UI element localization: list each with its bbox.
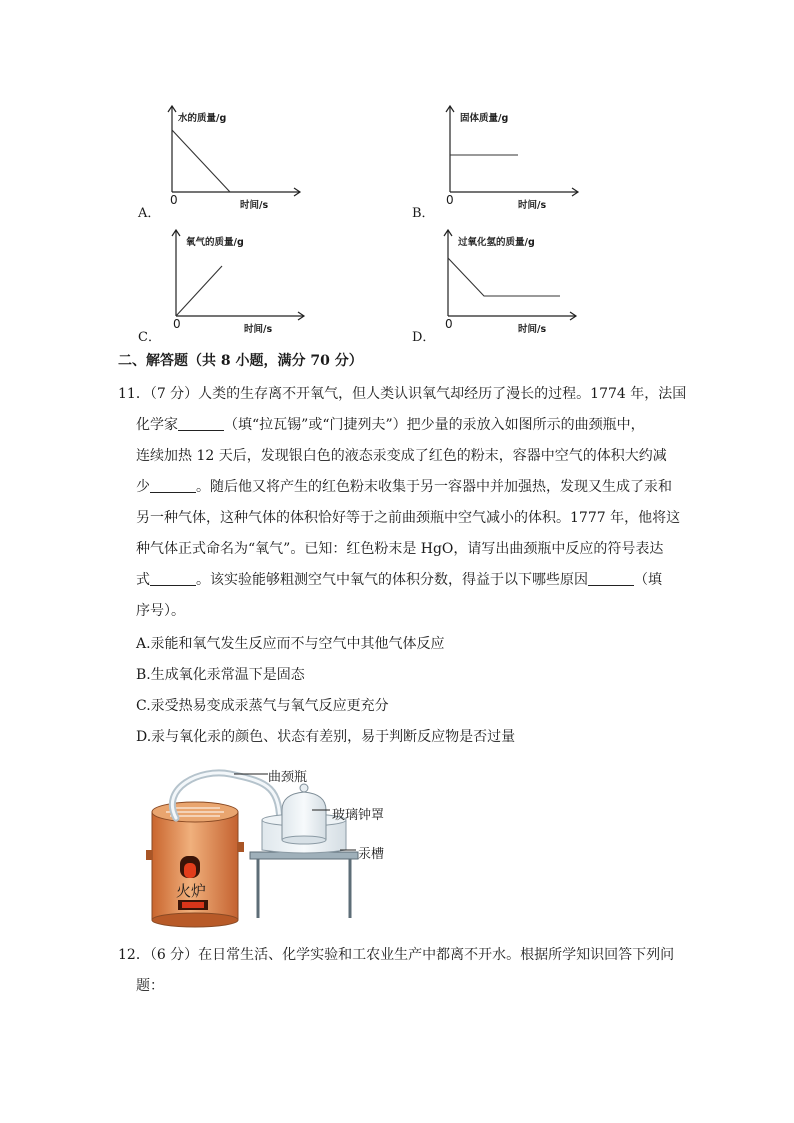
q11-text: 。该实验能够粗测空气中氧气的体积分数，得益于以下哪些原因: [196, 572, 588, 588]
y-axis-label: 固体质量/g: [460, 113, 509, 124]
q11-text: 式: [136, 572, 150, 588]
data-line: [176, 266, 222, 316]
q11-line1: 11．（7 分）人类的生存离不开氧气，但人类认识氧气却经历了漫长的过程。1774 年，法国: [118, 386, 687, 402]
bell-jar-label: 玻璃钟罩: [332, 808, 385, 823]
q11-text: 。随后他又将产生的红色粉末收集于另一容器中并加强热，发现又生成了汞和: [196, 479, 672, 495]
data-line: [448, 258, 560, 296]
origin-label: 0: [173, 317, 181, 331]
origin-label: 0: [445, 317, 453, 331]
q11-line4: [136, 477, 672, 497]
option-d: D.汞与氧化汞的颜色、状态有差别，易于判断反应物是否过量: [136, 729, 516, 745]
q11-text: （填“拉瓦锡”或“门捷列夫”）把少量的汞放入如图所示的曲颈瓶中，: [224, 417, 645, 433]
q11-line6: 种气体正式命名为“氧气”。已知：红色粉末是 HgO，请写出曲颈瓶中反应的符号表达: [136, 541, 664, 557]
q11-line5: 另一种气体，这种气体的体积恰好等于之前曲颈瓶中空气减小的体积。1777 年，他将这: [136, 510, 681, 526]
x-axis-label: 时间/s: [240, 200, 269, 211]
q11-text: 化学家: [136, 417, 178, 433]
y-axis-label: 过氧化氢的质量/g: [458, 237, 535, 248]
q11-line2: [136, 415, 645, 435]
option-letter: B．: [412, 206, 435, 221]
q11-line3: 连续加热 12 天后，发现银白色的液态汞变成了红色的粉末，容器中空气的体积大约减: [136, 448, 667, 464]
answer-blank[interactable]: [178, 416, 224, 431]
y-axis-label: 水的质量/g: [178, 113, 227, 124]
option-letter: A．: [138, 206, 161, 221]
q12-line1: 12．（6 分）在日常生活、化学实验和工农业生产中都离不开水。根据所学知识回答下列问: [118, 947, 675, 963]
option-c: C.汞受热易变成汞蒸气与氧气反应更充分: [136, 698, 389, 714]
trough-label: 汞槽: [358, 847, 385, 862]
q11-line7: [136, 570, 662, 590]
x-axis-label: 时间/s: [244, 324, 273, 335]
q11-text: （填: [634, 572, 662, 588]
x-axis-label: 时间/s: [518, 200, 547, 211]
q12-line2: 题：: [136, 978, 164, 994]
option-a: A.汞能和氧气发生反应而不与空气中其他气体反应: [136, 636, 445, 652]
x-axis-label: 时间/s: [518, 324, 547, 335]
origin-label: 0: [446, 193, 454, 207]
data-line: [172, 130, 230, 192]
q11-text: 少: [136, 479, 150, 495]
furnace-label: 火炉: [176, 882, 207, 900]
y-axis-label: 氧气的质量/g: [186, 237, 244, 248]
section-title: 二、解答题（共 8 小题，满分 70 分）: [118, 353, 363, 369]
option-letter: C．: [138, 330, 161, 345]
answer-blank[interactable]: [588, 571, 634, 586]
origin-label: 0: [170, 193, 178, 207]
apparatus-figure: [140, 758, 410, 928]
answer-blank[interactable]: [150, 478, 196, 493]
flask-label: 曲颈瓶: [268, 770, 308, 785]
option-b: B.生成氧化汞常温下是固态: [136, 667, 305, 683]
answer-blank[interactable]: [150, 571, 196, 586]
option-letter: D．: [412, 330, 436, 345]
q11-line8: 序号）。: [136, 603, 185, 619]
